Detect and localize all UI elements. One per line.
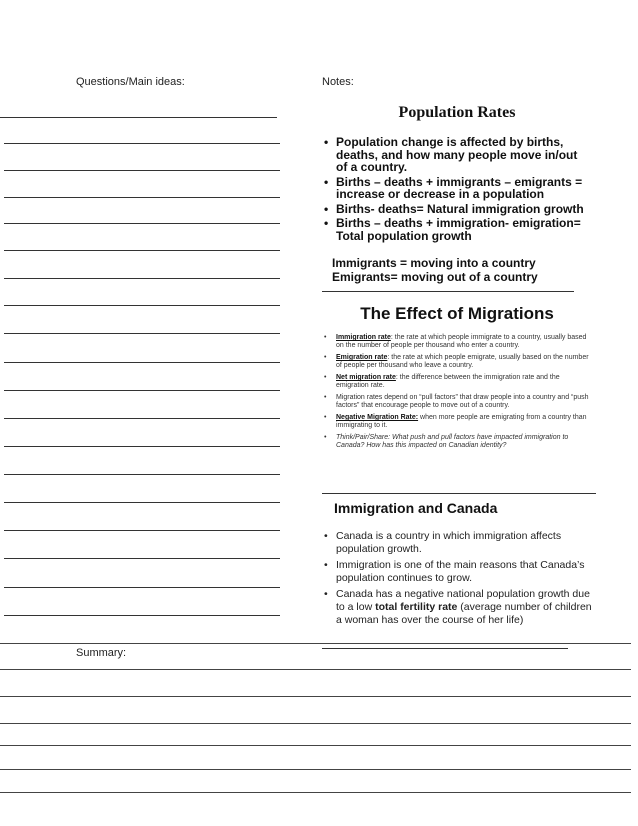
list-item bbox=[322, 434, 592, 450]
summary-line bbox=[0, 696, 631, 697]
definition-text: : the rate at which people emigrate, usually based on the number of people per thousand who leave a country. bbox=[336, 354, 589, 369]
term: Emigration rate bbox=[336, 354, 388, 361]
population-rates-list bbox=[322, 136, 592, 242]
definition-text: : the rate at which people immigrate to a country, usually based on the number of people per thousand who enter a country. bbox=[336, 334, 587, 349]
answer-line[interactable] bbox=[4, 418, 280, 419]
answer-line[interactable] bbox=[4, 390, 280, 391]
summary-header: Summary: bbox=[76, 647, 127, 659]
definitions bbox=[322, 256, 592, 284]
population-rates-block bbox=[322, 104, 592, 284]
effect-of-migrations-title: The Effect of Migrations bbox=[360, 304, 554, 323]
answer-line[interactable] bbox=[4, 333, 280, 334]
definition-text: when more people are emigrating from a country than immigrating to it. bbox=[336, 414, 587, 429]
answer-line[interactable] bbox=[4, 362, 280, 363]
answer-line[interactable] bbox=[4, 278, 280, 279]
list-item bbox=[322, 414, 592, 430]
answer-line[interactable] bbox=[0, 117, 277, 118]
answer-line[interactable] bbox=[4, 474, 280, 475]
definition-text: : the difference between the immigration rate and the emigration rate. bbox=[336, 374, 560, 389]
effect-of-migrations-block bbox=[322, 304, 592, 454]
list-item: • Births – deaths + immigrants – emigrants = increase or decrease in a population bbox=[322, 176, 592, 201]
answer-line[interactable] bbox=[4, 305, 280, 306]
key-term: total fertility rate bbox=[375, 601, 458, 613]
divider bbox=[322, 648, 568, 649]
immigration-canada-block bbox=[322, 500, 592, 630]
definition-text: Migration rates depend on “pull factors” that draw people into a country and “push factors” that encourage people to move out of a country. bbox=[336, 394, 589, 409]
divider bbox=[322, 291, 574, 292]
answer-line[interactable] bbox=[4, 615, 280, 616]
answer-line[interactable] bbox=[4, 250, 280, 251]
list-item: • Immigration is one of the main reasons that Canada’s population continues to grow. bbox=[322, 559, 592, 585]
summary-line bbox=[0, 769, 631, 770]
answer-line[interactable] bbox=[4, 530, 280, 531]
immigration-canada-title: Immigration and Canada bbox=[334, 500, 498, 516]
effect-of-migrations-list bbox=[322, 334, 592, 450]
list-item: • Canada is a country in which immigration affects population growth. bbox=[322, 530, 592, 556]
answer-line[interactable] bbox=[4, 558, 280, 559]
population-rates-title: Population Rates bbox=[398, 104, 516, 121]
summary-line bbox=[0, 723, 631, 724]
list-item bbox=[322, 354, 592, 370]
questions-header: Questions/Main ideas: bbox=[76, 76, 185, 88]
divider bbox=[322, 493, 596, 494]
answer-line[interactable] bbox=[4, 170, 280, 171]
term: Immigration rate bbox=[336, 334, 391, 341]
summary-line bbox=[0, 745, 631, 746]
answer-line[interactable] bbox=[4, 502, 280, 503]
immigrants-definition: Immigrants = moving into a country bbox=[332, 256, 536, 270]
answer-line[interactable] bbox=[4, 587, 280, 588]
list-item: • Population change is affected by births, deaths, and how many people move in/out of a country. bbox=[322, 136, 592, 174]
notes-header: Notes: bbox=[322, 76, 354, 88]
definition-text: Think/Pair/Share: What push and pull factors have impacted immigration to Canada? How has this impacted on Canadian identity? bbox=[336, 434, 569, 449]
answer-line[interactable] bbox=[4, 143, 280, 144]
answer-line[interactable] bbox=[4, 223, 280, 224]
term: Net migration rate bbox=[336, 374, 396, 381]
summary-line bbox=[0, 792, 631, 793]
emigrants-definition: Emigrants= moving out of a country bbox=[332, 270, 538, 284]
list-item: • Births- deaths= Natural immigration growth bbox=[322, 203, 592, 216]
list-item bbox=[322, 394, 592, 410]
summary-line bbox=[0, 669, 631, 670]
list-item: • Births – deaths + immigration- emigration= Total population growth bbox=[322, 217, 592, 242]
list-item: • Canada has a negative national population growth due to a low total fertility rate (average number of children a woman has over the course of her life) bbox=[322, 588, 592, 627]
answer-line[interactable] bbox=[4, 446, 280, 447]
list-item bbox=[322, 374, 592, 390]
term: Negative Migration Rate: bbox=[336, 414, 419, 421]
list-item bbox=[322, 334, 592, 350]
answer-line[interactable] bbox=[4, 197, 280, 198]
immigration-canada-list bbox=[322, 530, 592, 627]
summary-line bbox=[0, 643, 631, 644]
